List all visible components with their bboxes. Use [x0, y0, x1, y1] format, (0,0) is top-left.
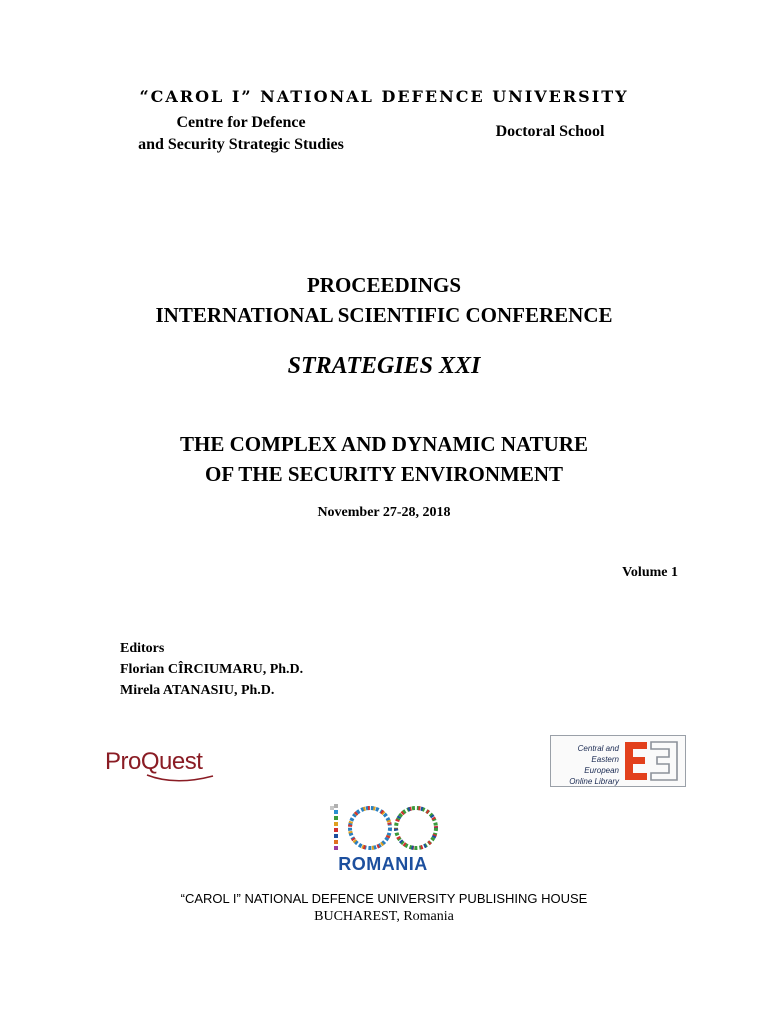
proquest-wordmark: ProQuest	[105, 748, 203, 775]
ceeol-e-icon	[621, 740, 681, 782]
proquest-logo	[105, 748, 235, 790]
centre-name	[100, 112, 382, 156]
editors-block	[120, 638, 303, 701]
ceeol-logo	[550, 735, 686, 787]
centenary-number: 100	[318, 787, 342, 804]
ceeol-wordmark	[557, 743, 619, 787]
proceedings-line-1: PROCEEDINGS	[306, 273, 462, 297]
digit-one	[330, 804, 338, 850]
publisher-name: “CAROL I” NATIONAL DEFENCE UNIVERSITY PUBLISHING HOUSE	[180, 891, 588, 906]
centre-line-2: and Security Strategic Studies	[138, 136, 344, 153]
proceedings-line-2: INTERNATIONAL SCIENTIFIC CONFERENCE	[155, 303, 613, 327]
ceeol-line-2: Eastern European	[584, 755, 619, 775]
conference-theme	[0, 429, 768, 489]
ceeol-line-3: Online Library	[569, 777, 619, 786]
theme-line-1: THE COMPLEX AND DYNAMIC NATURE	[180, 432, 588, 456]
romania-centenary-logo	[318, 787, 448, 876]
centenary-100-icon	[318, 787, 448, 856]
doctoral-school: Doctoral School	[495, 123, 605, 140]
publisher-block	[0, 890, 768, 926]
ceeol-line-1: Central and	[577, 744, 619, 753]
romania-wordmark: ROMANIA	[338, 854, 428, 874]
proceedings-title	[0, 270, 768, 330]
digit-zeros	[350, 808, 436, 848]
conference-name: STRATEGIES XXI	[287, 353, 481, 379]
volume-label: Volume 1	[622, 565, 678, 580]
university-name: “CAROL I” NATIONAL DEFENCE UNIVERSITY	[139, 87, 629, 106]
conference-date: November 27-28, 2018	[317, 505, 451, 520]
theme-line-2: OF THE SECURITY ENVIRONMENT	[204, 462, 564, 486]
editor-name: Florian CÎRCIUMARU, Ph.D.	[120, 662, 304, 677]
centre-line-1: Centre for Defence	[176, 114, 306, 131]
editor-name: Mirela ATANASIU, Ph.D.	[120, 683, 275, 698]
proquest-swoosh-icon	[145, 772, 215, 786]
editors-label: Editors	[120, 641, 165, 656]
publisher-city: BUCHAREST, Romania	[314, 909, 454, 924]
